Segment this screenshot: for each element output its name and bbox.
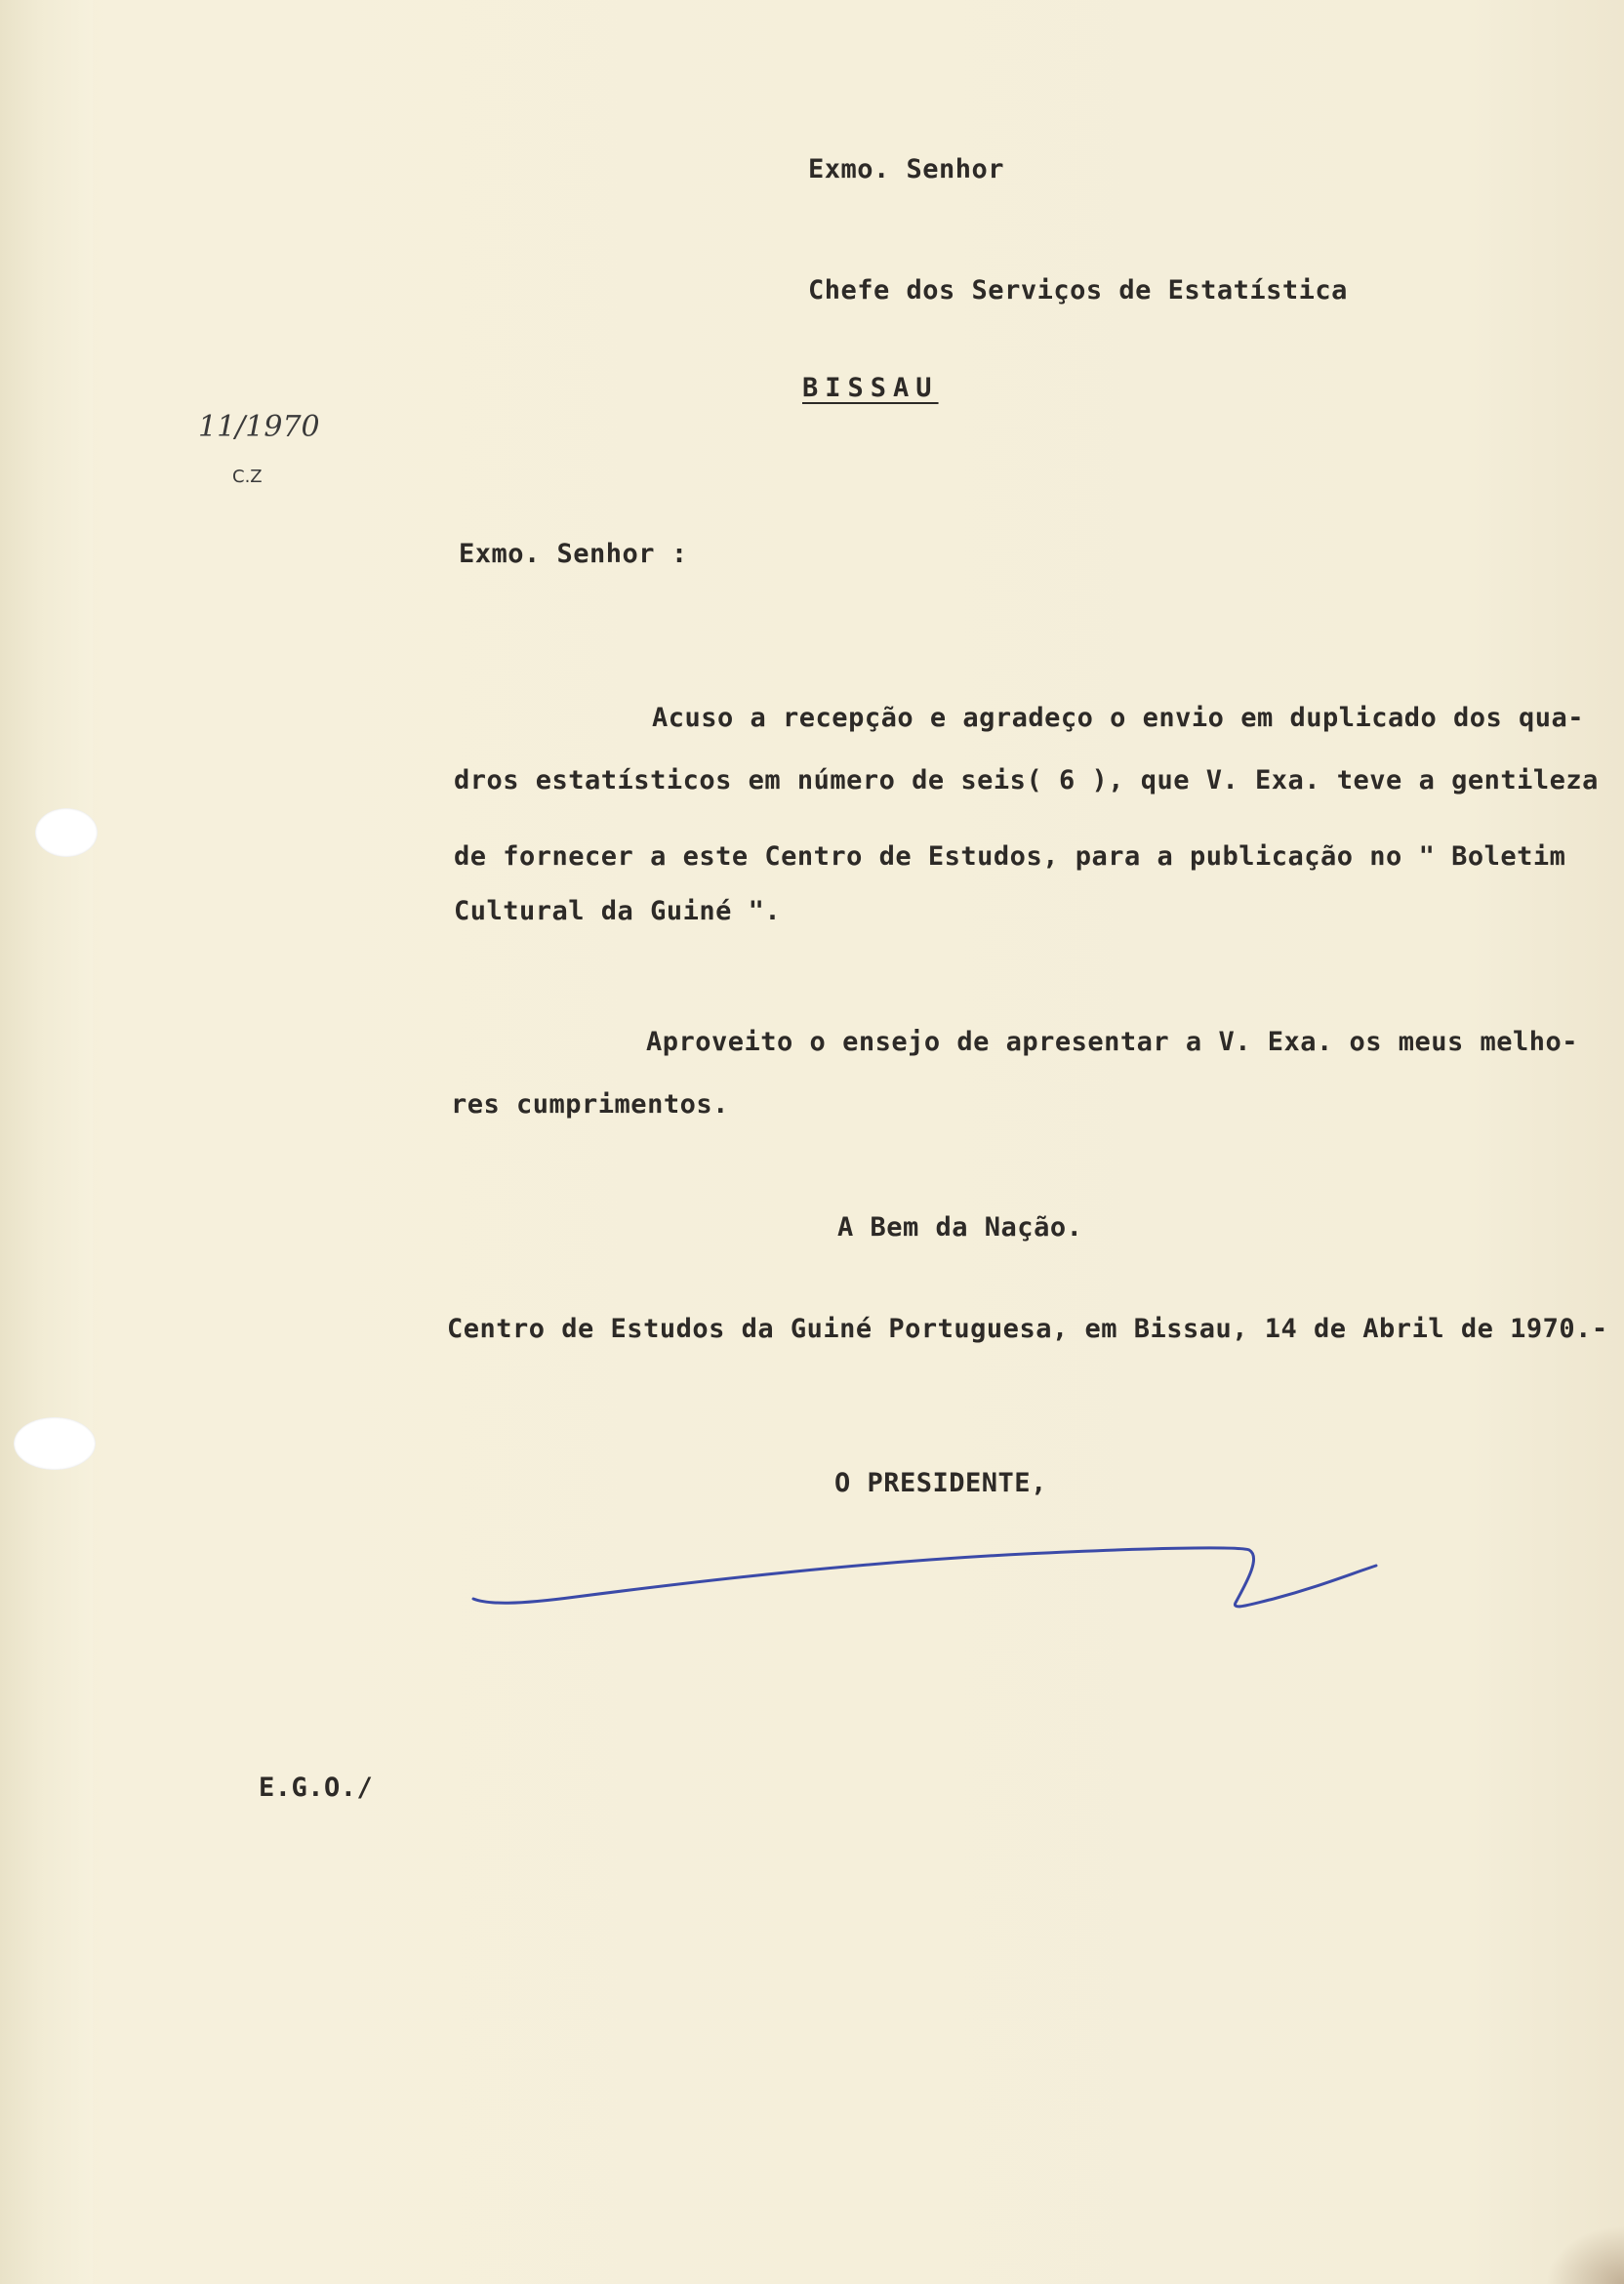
paragraph-1-line-3: de fornecer a este Centro de Estudos, para a publicação no " Boletim <box>454 841 1566 872</box>
reference-initials: C.Z <box>232 467 263 487</box>
salutation-header: Exmo. Senhor <box>808 154 1005 184</box>
reference-number: 11/1970 <box>198 410 320 444</box>
paragraph-1-line-4: Cultural da Guiné ". <box>454 896 782 926</box>
recipient-city: BISSAU <box>802 373 939 403</box>
paper-left-margin <box>0 0 93 2284</box>
paragraph-2-line-2: res cumprimentos. <box>451 1089 729 1120</box>
paragraph-1-line-1: Acuso a recepção e agradeço o envio em duplicado dos qua- <box>652 703 1585 733</box>
signature-stroke <box>459 1503 1396 1620</box>
closing-motto: A Bem da Nação. <box>837 1212 1083 1243</box>
typist-initials: E.G.O./ <box>259 1773 374 1803</box>
paragraph-1-line-2: dros estatísticos em número de seis( 6 ), que V. Exa. teve a gentileza <box>454 765 1599 795</box>
corner-stain <box>1546 2225 1624 2284</box>
paragraph-2-line-1: Aproveito o ensejo de apresentar a V. Exa. os meus melho- <box>646 1027 1579 1057</box>
place-date: Centro de Estudos da Guiné Portuguesa, em Bissau, 14 de Abril de 1970.- <box>447 1314 1608 1344</box>
recipient-title: Chefe dos Serviços de Estatística <box>808 275 1348 306</box>
punch-hole-upper <box>35 808 98 857</box>
punch-hole-lower <box>14 1417 96 1470</box>
signatory-title: O PRESIDENTE, <box>834 1468 1047 1498</box>
greeting: Exmo. Senhor : <box>459 539 688 569</box>
